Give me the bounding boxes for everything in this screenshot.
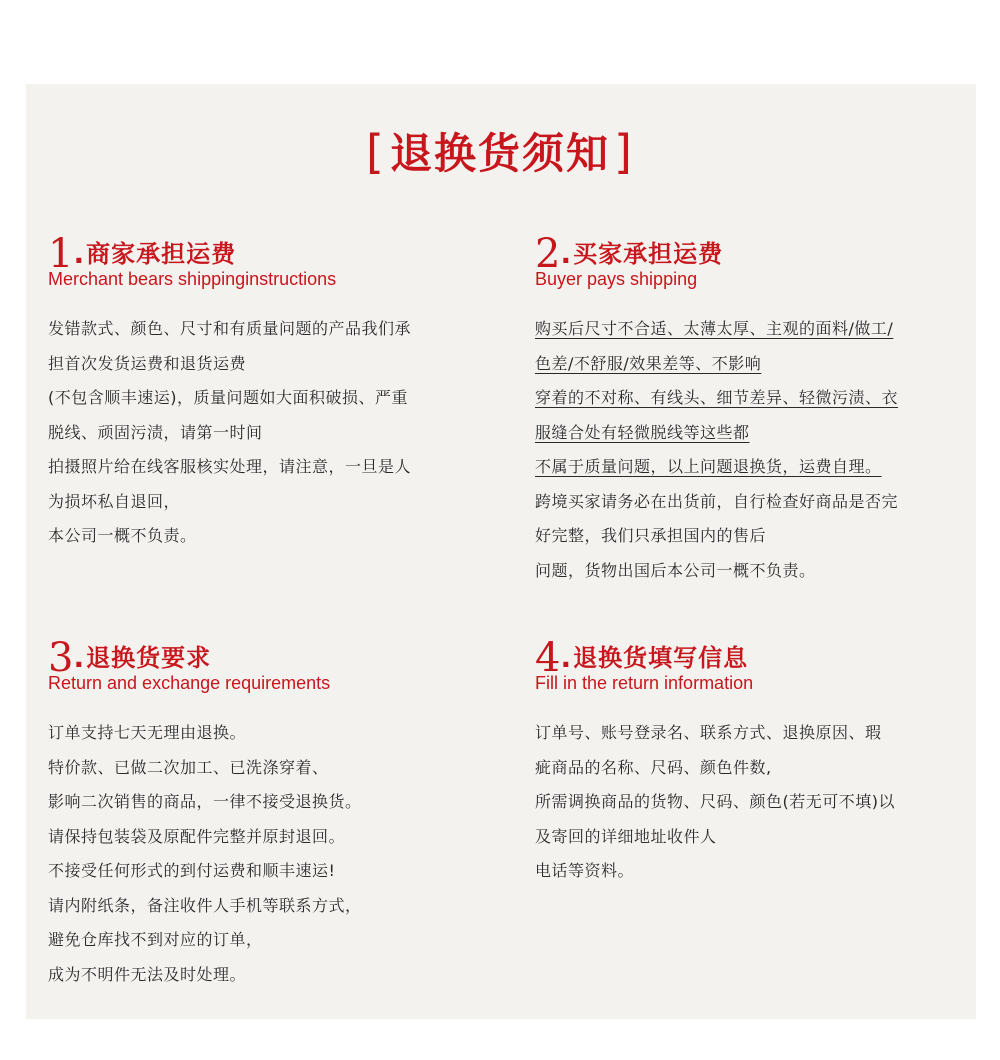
section-body bbox=[48, 312, 468, 554]
section-number: 2 bbox=[535, 231, 561, 277]
title-bracket-close: ] bbox=[614, 125, 634, 179]
section-subtitle: Buyer pays shipping bbox=[535, 269, 698, 289]
body-line: 成为不明件无法及时处理。 bbox=[48, 964, 247, 984]
section-heading-text: 退换货要求 bbox=[86, 644, 212, 672]
section-subtitle: Fill in the return information bbox=[535, 673, 754, 693]
section-body bbox=[535, 312, 955, 588]
section-dot: . bbox=[73, 237, 85, 270]
section-body bbox=[535, 716, 955, 889]
body-line: 拍摄照片给在线客服核实处理，请注意，一旦是人 bbox=[48, 457, 412, 476]
body-line: 担首次发货运费和退货运费 bbox=[48, 353, 247, 373]
body-line: 电话等资料。 bbox=[535, 861, 635, 880]
section-dot: . bbox=[560, 237, 572, 270]
body-line: 及寄回的详细地址收件人 bbox=[535, 826, 717, 846]
section-dot: . bbox=[560, 641, 572, 674]
body-line: 订单号、账号登录名、联系方式、退换原因、瑕 bbox=[535, 723, 882, 742]
body-line: 本公司一概不负责。 bbox=[48, 526, 197, 545]
section-dot: . bbox=[73, 641, 85, 674]
body-line: 脱线、顽固污渍，请第一时间 bbox=[48, 422, 263, 442]
body-line-underlined: 色差/不舒服/效果差等、不影响 bbox=[535, 353, 762, 373]
section-heading-text: 退换货填写信息 bbox=[573, 644, 749, 672]
underlined-block bbox=[535, 312, 955, 485]
body-line-underlined: 购买后尺寸不合适、太薄太厚、主观的面料/做工/ bbox=[535, 319, 894, 338]
title-bracket-open: [ bbox=[366, 125, 386, 179]
body-line: 请保持包装袋及原配件完整并原封退回。 bbox=[48, 826, 346, 846]
body-line-underlined: 服缝合处有轻微脱线等这些都 bbox=[535, 422, 750, 442]
section-buyer-pays-shipping bbox=[535, 231, 955, 588]
section-return-information bbox=[535, 635, 955, 889]
section-heading-text: 买家承担运费 bbox=[573, 240, 724, 268]
section-number: 4 bbox=[535, 635, 561, 681]
section-return-requirements bbox=[48, 635, 468, 992]
body-line: 疵商品的名称、尺码、颜色件数, bbox=[535, 757, 772, 777]
body-line: 为损坏私自退回， bbox=[48, 491, 181, 511]
page-title bbox=[0, 126, 1000, 180]
body-line: 问题，货物出国后本公司一概不负责。 bbox=[535, 560, 816, 580]
body-line: 订单支持七天无理由退换。 bbox=[48, 723, 247, 742]
section-body bbox=[48, 716, 468, 992]
body-line: (不包含顺丰速运)，质量问题如大面积破损、严重 bbox=[48, 388, 408, 407]
body-line: 避免仓库找不到对应的订单， bbox=[48, 930, 263, 949]
section-number: 3 bbox=[48, 635, 74, 681]
body-line: 所需调换商品的货物、尺码、颜色(若无可不填)以 bbox=[535, 792, 895, 811]
body-line: 跨境买家请务必在出货前，自行检查好商品是否完 bbox=[535, 491, 899, 511]
body-line-underlined: 穿着的不对称、有线头、细节差异、轻微污渍、衣 bbox=[535, 388, 899, 407]
section-subtitle: Return and exchange requirements bbox=[48, 673, 331, 693]
section-heading-text: 商家承担运费 bbox=[86, 240, 237, 268]
body-line: 请内附纸条，备注收件人手机等联系方式， bbox=[48, 895, 362, 915]
section-merchant-bears-shipping bbox=[48, 231, 468, 554]
body-line: 好完整，我们只承担国内的售后 bbox=[535, 526, 767, 545]
title-text: 退换货须知 bbox=[389, 129, 610, 178]
body-line: 影响二次销售的商品，一律不接受退换货。 bbox=[48, 792, 362, 811]
body-line: 不接受任何形式的到付运费和顺丰速运! bbox=[48, 861, 336, 880]
section-subtitle: Merchant bears shippinginstructions bbox=[48, 269, 337, 289]
body-line-underlined: 不属于质量问题，以上问题退换货，运费自理。 bbox=[535, 457, 882, 476]
body-line: 特价款、已做二次加工、已洗涤穿着、 bbox=[48, 757, 329, 777]
section-number: 1 bbox=[48, 231, 74, 277]
body-line: 发错款式、颜色、尺寸和有质量问题的产品我们承 bbox=[48, 319, 412, 338]
